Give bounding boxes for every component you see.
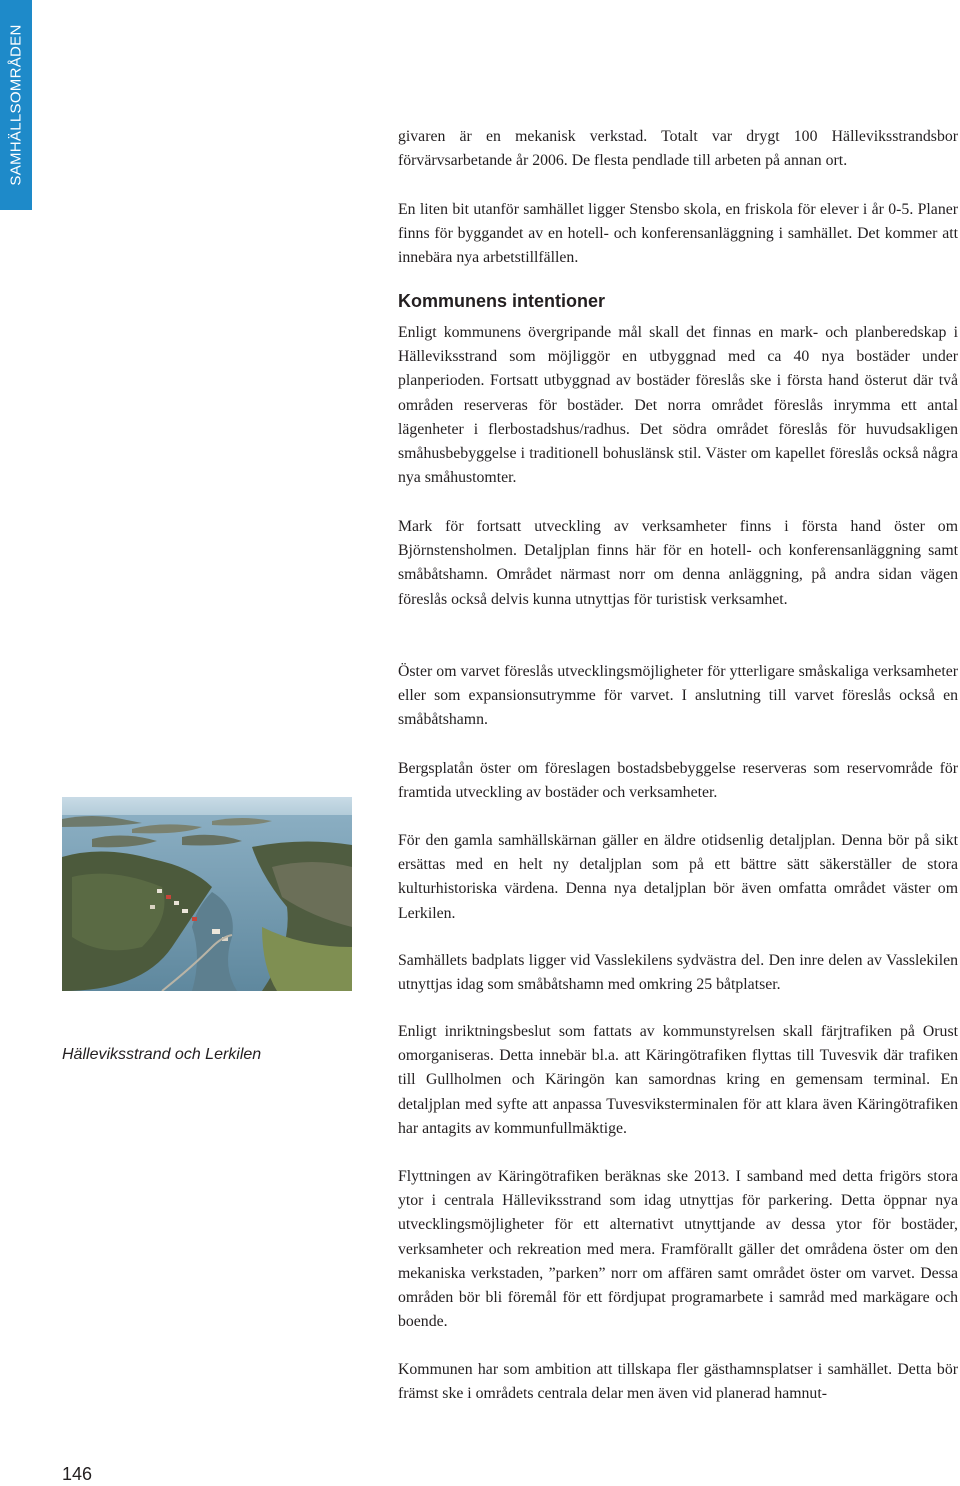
body-text-block-10 xyxy=(398,1165,958,1334)
paragraph: Mark för fortsatt utveckling av verksamheter finns i första hand öster om Björnstensholmen. Detaljplan finns här för en hotell- och konferensanläggning samt småbåtshamn. Området närmast norr om denna anläggning, på andra sidan vägen föreslås också delvis kunna utnyttjas för turistisk verksamhet. xyxy=(398,518,958,608)
body-text-block-6 xyxy=(398,757,958,805)
body-text-block-11 xyxy=(398,1358,958,1406)
paragraph: Flyttningen av Käringötrafiken beräknas ske 2013. I samband med detta frigörs stora ytor i centrala Hälleviksstrand som idag utnyttjas för parkering. Detta öppnar nya utvecklingsmöjligheter för ett alternativt utnyttjande av dessa ytor för bostäder, verksamheter och rekreation med mera. Framförallt gäller det områdena öster om den mekaniska verkstaden, ”parken” norr om affären samt området öster om varvet. Dessa områden bör bli föremål för ett fördjupat programarbete i samråd med markägare och boende. xyxy=(398,1168,958,1331)
body-text-block-1 xyxy=(398,125,958,173)
page-number: 146 xyxy=(62,1464,93,1484)
body-text-block-2 xyxy=(398,198,958,271)
body-text-block-9 xyxy=(398,1020,958,1141)
body-text-block-3 xyxy=(398,321,958,490)
paragraph: Bergsplatån öster om föreslagen bostadsbebyggelse reserveras som reservområde för framtida utveckling av bostäder och verksamheter. xyxy=(398,760,958,802)
section-side-tab xyxy=(0,0,32,210)
body-text-block-7 xyxy=(398,829,958,926)
paragraph: Enligt kommunens övergripande mål skall det finnas en mark- och planberedskap i Hälleviksstrand som möjliggör en utbyggnad med ca 40 nya bostäder under planperioden. Fortsatt utbyggnad av bostäder föreslås ske i första hand österut där två områden reserveras för bostäder. Det norra området föreslås inrymma ett antal lägenheter i flerbostadshus/radhus. Det södra området föreslås för huvudsakligen småhusbebyggelse i traditionell bohuslänsk stil. Väster om kapellet föreslås också några nya småhustomter. xyxy=(398,324,958,487)
aerial-photo xyxy=(62,797,352,991)
paragraph: Enligt inriktningsbeslut som fattats av kommunstyrelsen skall färjtrafiken på Orust omorganiseras. Detta innebär bl.a. att Käringötrafiken flyttas till Tuvesvik där trafiken till Gullholmen och Käringön kan samordnas kring en gemensam terminal. En detaljplan med syfte att anpassa Tuvesviksterminalen för att klara även Käringötrafiken har antagits av kommunfullmäktige. xyxy=(398,1023,958,1137)
paragraph: Kommunen har som ambition att tillskapa fler gästhamnsplatser i samhället. Detta bör främst ske i områdets centrala delar men även vid planerad hamnut- xyxy=(398,1361,958,1403)
section-heading: Kommunens intentioner xyxy=(398,291,606,311)
paragraph: Samhällets badplats ligger vid Vasslekilens sydvästra del. Den inre delen av Vasslekilen utnyttjas idag som småbåtshamn med omkring 25 båtplatser. xyxy=(398,952,958,994)
section-side-tab-label: SAMHÄLLSOMRÅDEN xyxy=(7,24,25,186)
body-text-block-5 xyxy=(398,660,958,733)
paragraph: En liten bit utanför samhället ligger Stensbo skola, en friskola för elever i år 0-5. Planer finns för byggandet av en hotell- och konferensanläggning i samhället. Det kommer att innebära nya arbetstillfällen. xyxy=(398,201,958,267)
photo-caption: Hälleviksstrand och Lerkilen xyxy=(62,1046,262,1063)
paragraph: För den gamla samhällskärnan gäller en äldre otidsenlig detaljplan. Denna bör på sikt ersättas med en helt ny detaljplan som på ett bättre sätt säkerställer de stora kulturhistoriska värdena. Denna nya detaljplan bör även omfatta området väster om Lerkilen. xyxy=(398,832,958,922)
paragraph: Öster om varvet föreslås utvecklingsmöjligheter för ytterligare småskaliga verksamheter eller som expansionsutrymme för varvet. I anslutning till varvet föreslås också en småbåtshamn. xyxy=(398,663,958,729)
body-text-block-8 xyxy=(398,949,958,997)
body-text-block-4 xyxy=(398,515,958,612)
paragraph: givaren är en mekanisk verkstad. Totalt var drygt 100 Hälleviksstrandsbor förvärvsarbetande år 2006. De flesta pendlade till arbeten på annan ort. xyxy=(398,128,958,170)
